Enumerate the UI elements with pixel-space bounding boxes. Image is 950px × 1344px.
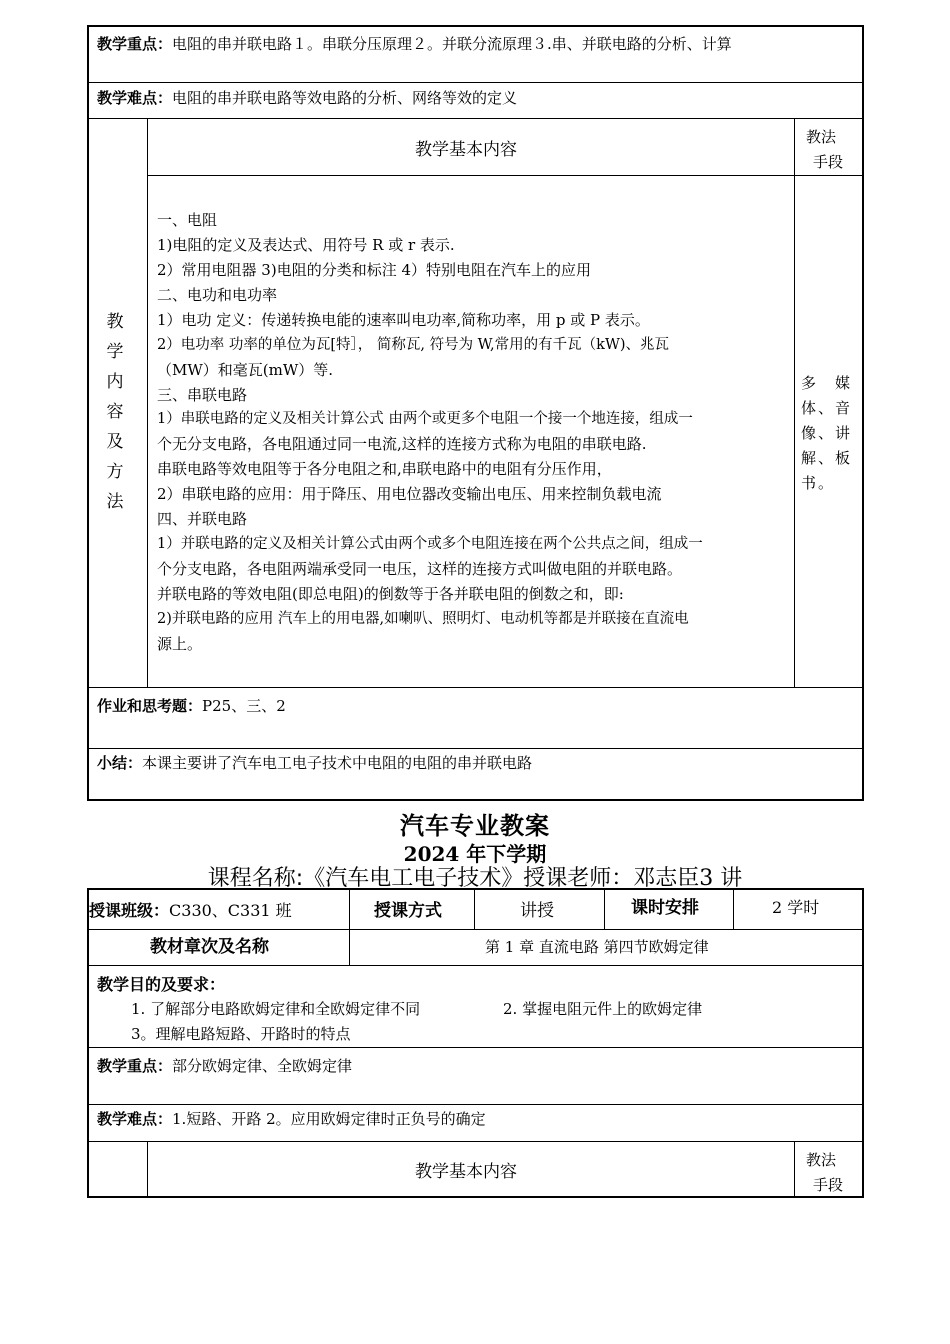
col-divider [349,888,350,965]
col-divider [604,888,605,929]
homework-label: 作业和思考题： [97,697,203,715]
difficulties-label: 教学难点： [97,89,173,107]
homework-text: P25、三、2 [202,697,286,715]
row-divider [87,965,864,966]
summary-label: 小结： [97,754,143,772]
method-header-line2: 手段 [813,153,844,171]
mode-label: 授课方式 [374,901,442,921]
row-divider [147,175,864,176]
side-label-char: 内 [106,372,124,392]
content-line: 1）电功 定义：传递转换电能的速率叫电功率,简称功率，用 p 或 P 表示。 [157,311,650,329]
difficulties-row [97,88,517,108]
key-points-row-2 [97,1056,352,1076]
side-label-char: 容 [106,402,124,422]
side-label-char: 方 [106,462,124,482]
content-line: 串联电路等效电阻等于各分电阻之和,串联电路中的电阻有分压作用， [157,460,612,478]
side-label-char: 及 [106,432,124,452]
semester-title: 2024 年下学期 [403,842,547,866]
row-divider [87,1141,864,1142]
content-line: 2）电功率 功率的单位为瓦[特］， 简称瓦, 符号为 W,常用的有千瓦（kW)、兆瓦 [157,337,670,353]
summary-row [97,753,532,773]
method-header-2-line1: 教法 [806,1151,837,1169]
objective-item: 1. 了解部分电路欧姆定律和全欧姆定律不同 [131,1000,421,1018]
col-divider [794,1141,795,1196]
mode-value: 讲授 [520,901,554,921]
content-line: 1）并联电路的定义及相关计算公式由两个或多个电阻连接在两个公共点之间，组成一 [157,536,703,552]
content-line: 二、电功和电功率 [157,286,278,304]
content-line: 1)电阻的定义及表达式、用符号 R 或 r 表示. [157,236,455,254]
col-divider [794,118,795,687]
media-methods: 多 媒体、音像、讲解、板书。 [801,374,853,492]
content-line: （MW）和毫瓦(mW）等. [157,361,334,379]
method-header-2-line2: 手段 [813,1176,844,1194]
content-line: 个分支电路，各电阻两端承受同一电压，这样的连接方式叫做电阻的并联电路。 [157,560,683,578]
col-divider [733,888,734,929]
objective-item: 2. 掌握电阻元件上的欧姆定律 [503,1000,703,1018]
side-label-char: 教 [106,312,124,332]
content-line: 源上。 [157,635,203,653]
objectives-label: 教学目的及要求： [97,975,226,994]
row-divider [87,748,864,749]
side-label-char: 学 [106,342,124,362]
content-line: 并联电路的等效电阻(即总电阻)的倒数等于各并联电阻的倒数之和，即: [157,585,624,603]
col-divider [147,1141,148,1196]
content-header-2: 教学基本内容 [415,1162,517,1182]
class-cell [89,901,292,921]
row-divider [87,82,864,83]
content-line: 三、串联电路 [157,386,248,404]
col-divider [474,888,475,929]
difficulties-row-2 [97,1109,486,1129]
content-line: 个无分支电路，各电阻通过同一电流,这样的连接方式称为电阻的串联电路. [157,435,647,453]
key-points-label-2: 教学重点： [97,1057,173,1075]
chapter-value: 第 1 章 直流电路 第四节欧姆定律 [485,938,709,956]
content-line: 1）串联电路的定义及相关计算公式 由两个或更多个电阻一个接一个地连接，组成一 [157,411,693,427]
content-line: 2)并联电路的应用 汽车上的用电器,如喇叭、照明灯、电动机等都是并联接在直流电 [157,611,689,627]
homework-row [97,696,286,716]
key-points-label: 教学重点： [97,35,173,53]
hours-label: 课时安排 [631,898,699,918]
row-divider [87,1104,864,1105]
difficulties-label-2: 教学难点： [97,1110,173,1128]
page-title: 汽车专业教案 [400,812,550,840]
key-points-text-2: 部分欧姆定律、全欧姆定律 [172,1057,353,1075]
objective-item: 3。理解电路短路、开路时的特点 [131,1025,351,1043]
method-header-line1: 教法 [806,128,837,146]
content-line: 四、并联电路 [157,510,248,528]
key-points-text: 电阻的串并联电路１。串联分压原理２。并联分流原理３.串、并联电路的分析、计算 [172,35,732,53]
class-value: C330、C331 班 [169,901,292,920]
content-line: 一、电阻 [157,211,218,229]
lecture-number: 3 讲 [699,866,743,891]
side-label-char: 法 [106,492,124,512]
summary-text: 本课主要讲了汽车电工电子技术中电阻的电阻的串并联电路 [142,754,533,772]
chapter-label: 教材章次及名称 [150,937,269,957]
difficulties-text: 电阻的串并联电路等效电路的分析、网络等效的定义 [172,89,518,107]
col-divider [147,118,148,687]
class-label: 授课班级： [89,901,170,920]
row-divider [87,929,864,930]
row-divider [87,1047,864,1048]
hours-value: 2 学时 [772,898,820,917]
course-name-teacher: 课程名称:《汽车电工电子技术》授课老师：邓志臣 [207,866,700,891]
content-header: 教学基本内容 [415,140,517,160]
row-divider [87,687,864,688]
content-line: 2）串联电路的应用：用于降压、用电位器改变输出电压、用来控制负载电流 [157,485,662,503]
difficulties-text-2: 1.短路、开路 2。应用欧姆定律时正负号的确定 [172,1110,486,1128]
row-divider [87,118,864,119]
key-points-row [97,34,732,54]
content-line: 2）常用电阻器 3)电阻的分类和标注 4）特别电阻在汽车上的应用 [157,261,592,279]
